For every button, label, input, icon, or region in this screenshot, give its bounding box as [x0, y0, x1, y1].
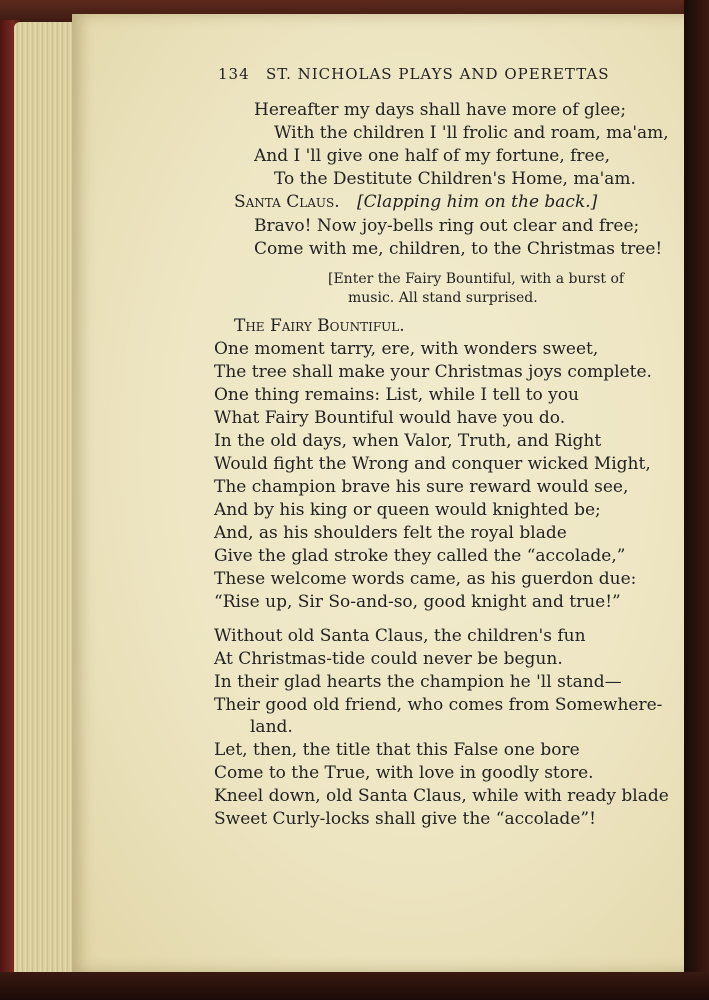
verse-line: And by his king or queen would knighted be; — [214, 500, 601, 520]
verse-line: Would fight the Wrong and conquer wicked Might, — [214, 454, 651, 474]
verse-line: At Christmas-tide could never be begun. — [214, 649, 563, 669]
verse-line: Sweet Curly-locks shall give the “accolade”! — [214, 809, 596, 829]
verse-line: Give the glad stroke they called the “accolade,” — [214, 546, 626, 566]
verse-line: Come with me, children, to the Christmas tree! — [254, 239, 663, 259]
verse-line: land. — [250, 717, 293, 737]
verse-line: In their glad hearts the champion he 'll stand— — [214, 672, 622, 692]
verse-line: The tree shall make your Christmas joys complete. — [214, 362, 652, 382]
verse-line: Their good old friend, who comes from Somewhere- — [214, 695, 663, 715]
book-page — [72, 14, 692, 972]
stage-direction: music. All stand surprised. — [348, 290, 538, 306]
speaker-name: Santa Claus. — [234, 192, 340, 212]
verse-line: To the Destitute Children's Home, ma'am. — [274, 169, 636, 189]
verse-line: And I 'll give one half of my fortune, free, — [254, 146, 611, 166]
verse-line: “Rise up, Sir So-and-so, good knight and true!” — [214, 592, 621, 612]
verse-line: The champion brave his sure reward would see, — [214, 477, 629, 497]
verse-line: These welcome words came, as his guerdon due: — [214, 569, 637, 589]
page-number: 134 — [218, 65, 250, 83]
verse-line: Hereafter my days shall have more of glee; — [254, 100, 627, 120]
verse-line: And, as his shoulders felt the royal blade — [214, 523, 567, 543]
verse-line: Come to the True, with love in goodly store. — [214, 763, 594, 783]
verse-line: One moment tarry, ere, with wonders sweet, — [214, 339, 599, 359]
verse-line: In the old days, when Valor, Truth, and Right — [214, 431, 602, 451]
book-bottom-edge — [0, 972, 709, 1000]
verse-line: Bravo! Now joy-bells ring out clear and free; — [254, 216, 640, 236]
verse-line: One thing remains: List, while I tell to you — [214, 385, 579, 405]
verse-line: Let, then, the title that this False one bore — [214, 740, 580, 760]
verse-line: What Fairy Bountiful would have you do. — [214, 408, 566, 428]
stage-direction: [Enter the Fairy Bountiful, with a burst of — [328, 271, 625, 287]
verse-line: Kneel down, old Santa Claus, while with ready blade — [214, 786, 669, 806]
verse-line: With the children I 'll frolic and roam, ma'am, — [274, 123, 669, 143]
verse-line: Without old Santa Claus, the children's fun — [214, 626, 586, 646]
running-title: ST. NICHOLAS PLAYS AND OPERETTAS — [266, 65, 610, 83]
book-right-edge — [684, 0, 709, 1000]
stage-direction-inline: [Clapping him on the back.] — [357, 192, 598, 212]
speech-line — [234, 192, 597, 212]
speaker-name: The Fairy Bountiful. — [234, 316, 405, 336]
